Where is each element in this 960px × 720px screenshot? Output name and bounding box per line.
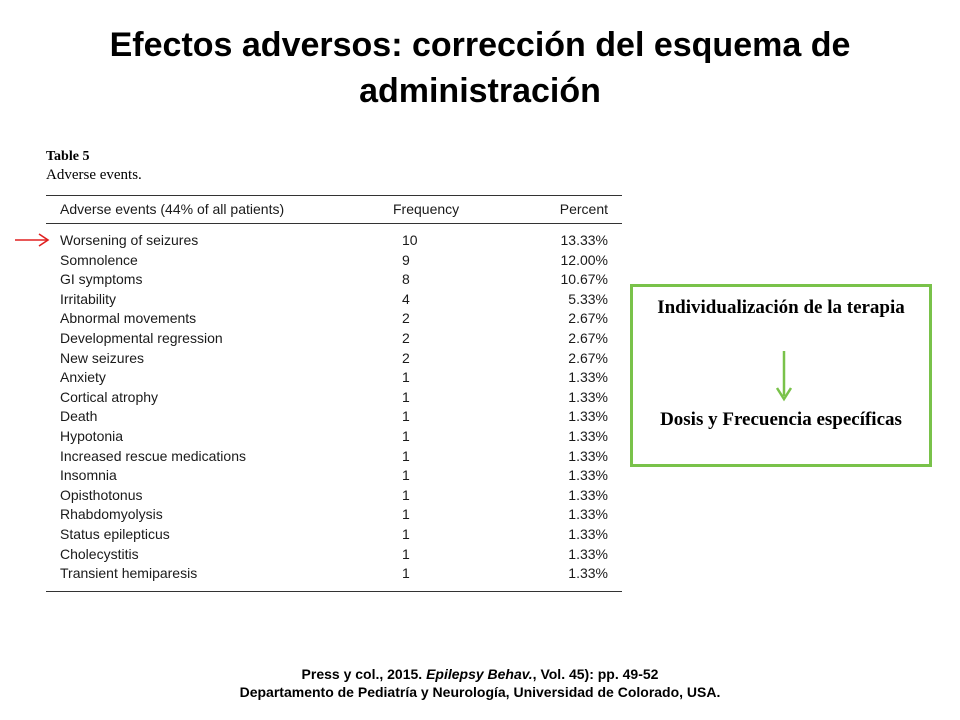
cell-percent: 2.67% xyxy=(568,329,608,346)
citation-volume: , Vol. 45): pp. 49-52 xyxy=(532,666,659,682)
cell-event: Irritability xyxy=(60,290,117,307)
cell-percent: 1.33% xyxy=(568,467,608,484)
adverse-events-table xyxy=(46,148,622,582)
cell-frequency: 10 xyxy=(402,232,418,248)
header-event: Adverse events (44% of all patients) xyxy=(60,201,285,217)
cell-event: Opisthotonus xyxy=(60,486,143,503)
table-row xyxy=(46,407,622,427)
cell-percent: 1.33% xyxy=(568,525,608,542)
cell-percent: 1.33% xyxy=(568,545,608,562)
cell-frequency: 1 xyxy=(402,388,410,405)
cell-event: Abnormal movements xyxy=(60,310,197,327)
table-row xyxy=(46,368,622,388)
cell-event: Status epilepticus xyxy=(60,525,170,542)
table-row xyxy=(46,329,622,349)
table-row xyxy=(46,251,622,271)
cell-percent: 1.33% xyxy=(568,565,608,582)
table-row xyxy=(46,349,622,369)
cell-frequency: 1 xyxy=(402,486,410,503)
callout-bottom-text: Dosis y Frecuencia específicas xyxy=(660,409,902,430)
cell-event: Developmental regression xyxy=(60,329,223,346)
table-row xyxy=(46,388,622,408)
cell-frequency: 2 xyxy=(402,349,410,366)
cell-percent: 1.33% xyxy=(568,408,608,425)
cell-percent: 1.33% xyxy=(568,388,608,405)
cell-frequency: 1 xyxy=(402,369,410,386)
table-label: Table 5 xyxy=(46,149,90,164)
table-row xyxy=(46,309,622,329)
table-header-rule xyxy=(46,223,622,224)
cell-percent: 1.33% xyxy=(568,506,608,523)
citation-journal: Epilepsy Behav. xyxy=(426,666,533,682)
cell-frequency: 2 xyxy=(402,329,410,346)
cell-event: New seizures xyxy=(60,349,145,366)
cell-event: Transient hemiparesis xyxy=(60,565,198,582)
table-row xyxy=(46,231,622,251)
table-row xyxy=(46,545,622,565)
cell-frequency: 1 xyxy=(402,467,410,484)
citation-line-1 xyxy=(100,665,860,684)
cell-percent: 1.33% xyxy=(568,369,608,386)
header-frequency: Frequency xyxy=(393,201,460,217)
table-row xyxy=(46,525,622,545)
red-pointer-arrow-icon xyxy=(14,232,50,248)
callout-top-text: Individualización de la terapia xyxy=(657,297,905,318)
header-percent: Percent xyxy=(559,201,608,217)
cell-frequency: 1 xyxy=(402,408,410,425)
table-row xyxy=(46,466,622,486)
cell-event: Cortical atrophy xyxy=(60,388,159,405)
cell-event: Insomnia xyxy=(60,467,117,484)
cell-event: Increased rescue medications xyxy=(60,447,246,464)
cell-frequency: 2 xyxy=(402,310,410,327)
cell-frequency: 1 xyxy=(402,565,410,582)
cell-frequency: 8 xyxy=(402,271,410,288)
cell-event: Anxiety xyxy=(60,369,106,386)
cell-percent: 5.33% xyxy=(568,290,608,307)
table-header xyxy=(46,200,622,220)
cell-frequency: 1 xyxy=(402,525,410,542)
cell-percent: 10.67% xyxy=(560,271,608,288)
cell-event: Somnolence xyxy=(60,251,138,268)
citation-authors: Press y col., 2015. xyxy=(301,666,427,682)
cell-percent: 12.00% xyxy=(560,251,608,268)
cell-event: Cholecystitis xyxy=(60,545,139,562)
cell-frequency: 1 xyxy=(402,506,410,523)
cell-percent: 13.33% xyxy=(560,232,608,248)
cell-frequency: 9 xyxy=(402,251,410,268)
table-row xyxy=(46,447,622,467)
table-bottom-rule xyxy=(46,591,622,592)
cell-event: Death xyxy=(60,408,98,425)
slide-title: Efectos adversos: corrección del esquema de administración xyxy=(109,26,851,110)
table-caption: Adverse events. xyxy=(46,167,142,183)
cell-event: GI symptoms xyxy=(60,271,143,288)
cell-event: Hypotonia xyxy=(60,427,124,444)
cell-percent: 1.33% xyxy=(568,427,608,444)
table-row xyxy=(46,270,622,290)
citation-line-2: Departamento de Pediatría y Neurología, Universidad de Colorado, USA. xyxy=(239,684,721,700)
table-body xyxy=(46,231,622,584)
green-down-arrow-icon xyxy=(774,350,794,402)
table-row xyxy=(46,427,622,447)
table-row xyxy=(46,564,622,584)
cell-event: Worsening of seizures xyxy=(60,232,199,248)
table-row xyxy=(46,486,622,506)
cell-frequency: 4 xyxy=(402,290,410,307)
table-row xyxy=(46,505,622,525)
cell-percent: 2.67% xyxy=(568,349,608,366)
cell-frequency: 1 xyxy=(402,447,410,464)
cell-event: Rhabdomyolysis xyxy=(60,506,163,523)
cell-percent: 2.67% xyxy=(568,310,608,327)
cell-percent: 1.33% xyxy=(568,486,608,503)
table-top-rule xyxy=(46,195,622,196)
cell-frequency: 1 xyxy=(402,545,410,562)
table-row xyxy=(46,290,622,310)
cell-frequency: 1 xyxy=(402,427,410,444)
therapy-callout-box xyxy=(630,284,932,467)
cell-percent: 1.33% xyxy=(568,447,608,464)
